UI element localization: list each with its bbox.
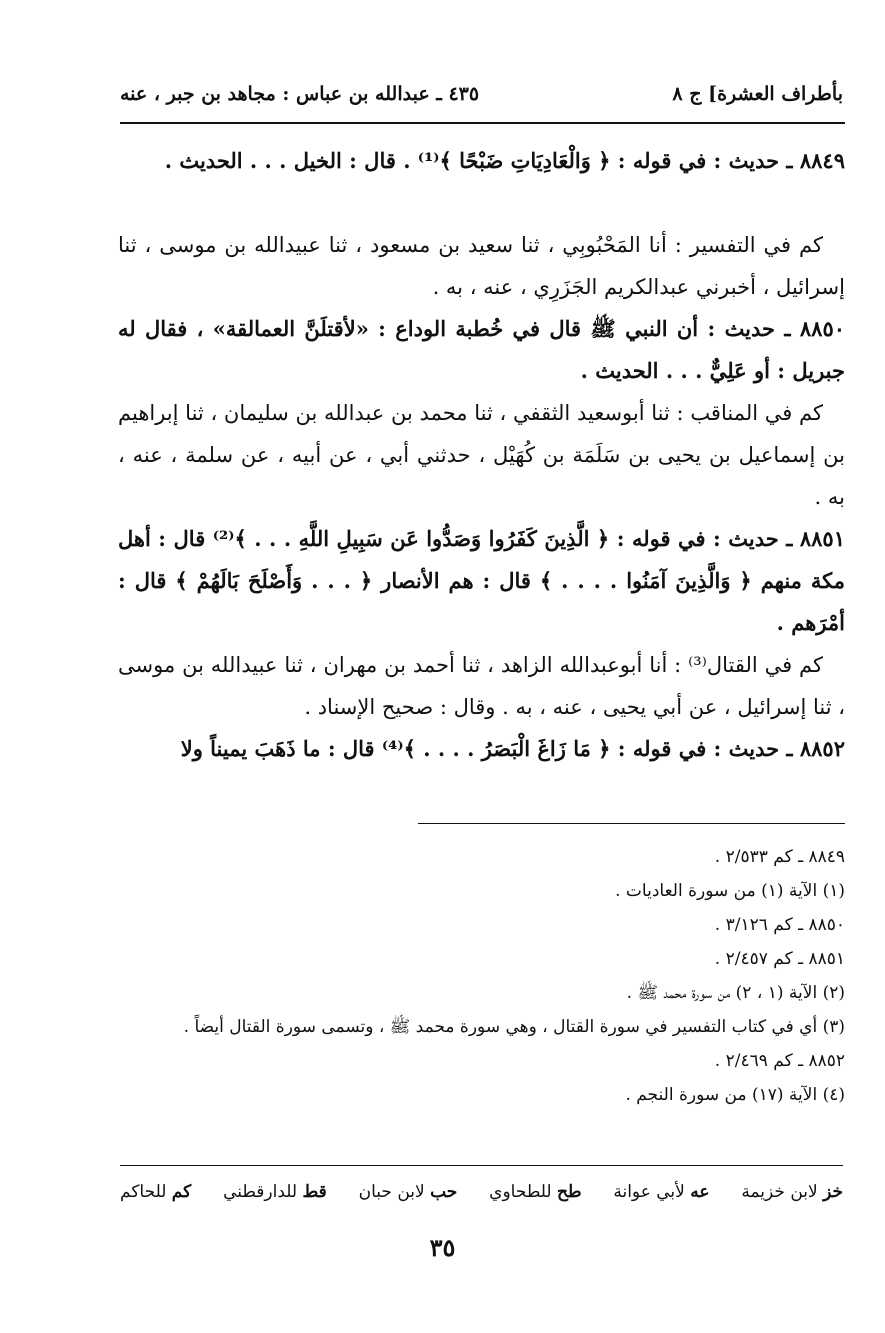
footnote: ٨٨٥٢ ـ كم ٢/٤٦٩ .	[714, 1051, 845, 1071]
entry-number: ٨٨٥٠ ـ	[784, 316, 846, 341]
hadith-text: حديث : في قوله : ﴿ الَّذِينَ كَفَرُوا وَصَدُّوا عَن سَبِيلِ اللَّهِ . . . ﴾⁽²⁾ قال : أهل مكة منهم ﴿ وَالَّذِينَ آمَنُوا . . . . ﴾ قال : هم الأنصار ﴿ . . . وَأَصْلَحَ بَالَهُمْ ﴾ قال : أمْرَهم .	[118, 526, 845, 635]
abbreviation: طح للطحاوي	[489, 1182, 582, 1202]
abbreviation: عه لأبي عوانة	[613, 1182, 710, 1202]
header-rule	[120, 122, 845, 124]
abbreviation: خز لابن خزيمة	[741, 1182, 843, 1202]
footnote: ٨٨٤٩ ـ كم ٢/٥٣٣ .	[714, 847, 845, 867]
footnote: (٢) الآية (١ ، ٢) من سورة محمد ﷺ .	[626, 983, 845, 1003]
header-subtitle: ٤٣٥ ـ عبدالله بن عباس : مجاهد بن جبر ، عنه	[120, 83, 480, 105]
main-text	[118, 140, 845, 770]
footnote: ٨٨٥١ ـ كم ٢/٤٥٧ .	[714, 949, 845, 969]
running-header	[120, 74, 843, 114]
abbreviation: قط للدارقطني	[223, 1182, 327, 1202]
hadith-source-8851: كم في القتال⁽³⁾ : أنا أبوعبدالله الزاهد ، ثنا أحمد بن مهران ، ثنا عبيدالله بن موسى ، ثنا إسرائيل ، عن أبي يحيى ، عنه ، به . وقال : صحيح الإسناد .	[118, 653, 845, 719]
entry-number: ٨٨٥١ ـ	[786, 526, 845, 551]
footer-rule	[120, 1165, 843, 1166]
footnote: ٨٨٥٠ ـ كم ٣/١٢٦ .	[714, 915, 845, 935]
entry-number: ٨٨٥٢ ـ	[786, 736, 845, 761]
abbreviation: حب لابن حبان	[358, 1182, 458, 1202]
hadith-text: حديث : في قوله : ﴿ مَا زَاغَ الْبَصَرُ . . . . ﴾⁽⁴⁾ قال : ما ذَهَبَ يميناً ولا	[180, 736, 780, 761]
hadith-entry-8850	[118, 308, 845, 392]
abbreviations-key	[120, 1182, 843, 1202]
footnote-rule	[418, 823, 845, 824]
hadith-text: حديث : أن النبي ﷺ قال في خُطبة الوداع : «لأقتلَنَّ العمالقة» ، فقال له جبريل : أو عَلِيٌّ . . . الحديث .	[118, 316, 845, 383]
hadith-entry-8849	[118, 140, 845, 224]
header-title: بأطراف العشرة] ج ٨	[672, 83, 843, 105]
page-number: ٣٥	[429, 1233, 456, 1262]
abbreviation: كم للحاكم	[120, 1182, 192, 1202]
hadith-source-8850: كم في المناقب : ثنا أبوسعيد الثقفي ، ثنا محمد بن عبدالله بن سليمان ، ثنا إبراهيم بن إسماعيل بن يحيى بن سَلَمَة بن كُهَيْل ، حدثني أبي ، عن أبيه ، عن سلمة ، عنه ، به .	[118, 401, 846, 509]
footnotes	[118, 840, 845, 1112]
footnote: (٣) أي في كتاب التفسير في سورة القتال ، وهي سورة محمد ﷺ ، وتسمى سورة القتال أيضاً .	[183, 1017, 845, 1037]
hadith-entry-8851	[118, 518, 845, 644]
footnote: (١) الآية (١) من سورة العاديات .	[615, 881, 845, 901]
hadith-text: حديث : في قوله : ﴿ وَالْعَادِيَاتِ ضَبْحًا ﴾⁽¹⁾ . قال : الخيل . . . الحديث .	[164, 148, 780, 173]
hadith-entry-8852	[118, 728, 845, 770]
hadith-source-8849: كم في التفسير : أنا المَحْبُوبِي ، ثنا سعيد بن مسعود ، ثنا عبيدالله بن موسى ، ثنا إسرائيل ، أخبرني عبدالكريم الجَزَرِي ، عنه ، به .	[118, 233, 845, 299]
footnote: (٤) الآية (١٧) من سورة النجم .	[625, 1085, 845, 1105]
entry-number: ٨٨٤٩ ـ	[786, 148, 845, 173]
